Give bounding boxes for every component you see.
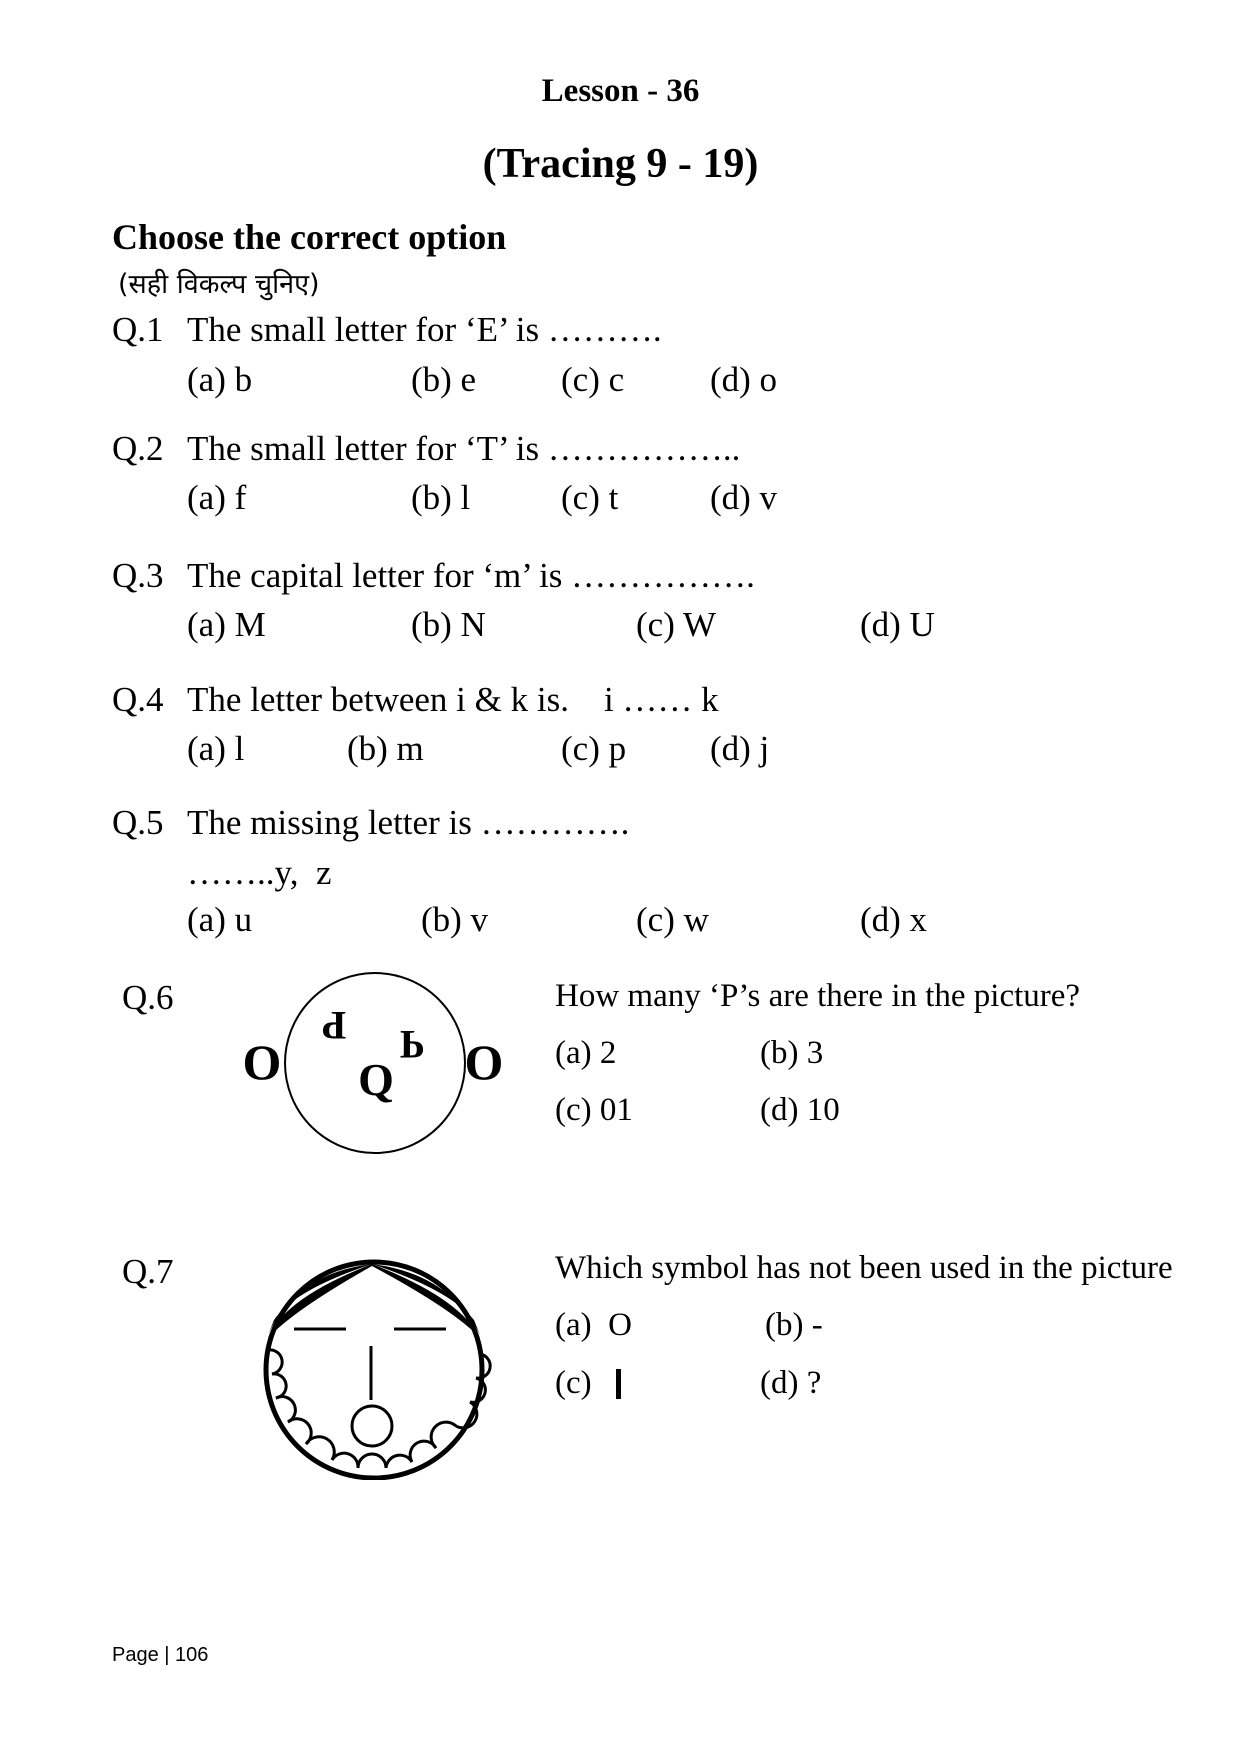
question-5-sequence: ……..y, z — [187, 853, 332, 892]
question-2-option-b[interactable]: (b) l — [411, 478, 471, 517]
question-6-text: How many ‘P’s are there in the picture? — [555, 978, 1081, 1014]
question-3-text: The capital letter for ‘m’ is ……………. — [187, 556, 755, 595]
question-7-option-b[interactable]: (b) - — [765, 1307, 823, 1343]
symbol-face-picture — [254, 1250, 494, 1480]
lesson-title: Lesson - 36 — [541, 73, 700, 109]
question-5-text: The missing letter is …………. — [187, 803, 630, 842]
question-6-option-c[interactable]: (c) 01 — [555, 1092, 633, 1128]
question-3-number: Q.3 — [112, 556, 164, 595]
left-eye-letter: P — [321, 1003, 347, 1048]
question-1-option-b[interactable]: (b) e — [411, 360, 477, 399]
question-5-option-b[interactable]: (b) v — [421, 900, 489, 939]
question-3-option-d[interactable]: (d) U — [860, 605, 935, 644]
question-7-option-d[interactable]: (d) ? — [760, 1365, 822, 1401]
question-4-option-a[interactable]: (a) l — [187, 729, 245, 768]
question-3-option-c[interactable]: (c) W — [636, 605, 716, 644]
question-6-option-a[interactable]: (a) 2 — [555, 1035, 617, 1071]
question-5-option-a[interactable]: (a) u — [187, 900, 253, 939]
instruction-english: Choose the correct option — [112, 217, 507, 257]
question-5-option-d[interactable]: (d) x — [860, 900, 928, 939]
letter-face-picture — [236, 970, 516, 1160]
question-7-option-c[interactable] — [555, 1365, 621, 1402]
question-7-option-a[interactable]: (a) O — [555, 1307, 632, 1343]
instruction-hindi: (सही विकल्प चुनिए) — [118, 269, 320, 300]
question-2-option-d[interactable]: (d) v — [710, 478, 778, 517]
page-number-footer: Page | 106 — [112, 1644, 209, 1666]
hair-fill — [268, 1264, 480, 1338]
question-1-option-a[interactable]: (a) b — [187, 360, 253, 399]
question-5-option-c[interactable]: (c) w — [636, 900, 709, 939]
question-1-number: Q.1 — [112, 310, 164, 349]
mouth-circle — [352, 1406, 392, 1446]
mouth-letter: Q — [358, 1054, 394, 1105]
right-eye-letter: P — [399, 1022, 425, 1067]
question-3-option-b[interactable]: (b) N — [411, 605, 486, 644]
hair-shape — [268, 1264, 480, 1335]
lesson-subtitle: (Tracing 9 - 19) — [482, 141, 759, 187]
question-2-text: The small letter for ‘T’ is …………….. — [187, 429, 741, 468]
question-6-option-d[interactable]: (d) 10 — [760, 1092, 840, 1128]
question-6-number: Q.6 — [122, 978, 174, 1017]
question-2-number: Q.2 — [112, 429, 164, 468]
question-1-option-c[interactable]: (c) c — [561, 360, 625, 399]
question-4-option-b[interactable]: (b) m — [347, 729, 424, 768]
question-3-option-a[interactable]: (a) M — [187, 605, 266, 644]
right-ear-letter: O — [464, 1034, 504, 1090]
question-4-option-c[interactable]: (c) p — [561, 729, 627, 768]
question-4-text: The letter between i & k is. i …… k — [187, 680, 719, 719]
question-4-number: Q.4 — [112, 680, 164, 719]
vertical-bar-icon — [616, 1369, 621, 1399]
left-ear-letter: O — [242, 1034, 282, 1090]
question-1-text: The small letter for ‘E’ is ………. — [187, 310, 662, 349]
question-7-option-c-label: (c) — [555, 1365, 592, 1401]
question-1-option-d[interactable]: (d) o — [710, 360, 778, 399]
question-4-option-d[interactable]: (d) j — [710, 729, 770, 768]
question-2-option-c[interactable]: (c) t — [561, 478, 619, 517]
question-7-text: Which symbol has not been used in the picture — [555, 1250, 1173, 1286]
question-2-option-a[interactable]: (a) f — [187, 478, 247, 517]
question-5-number: Q.5 — [112, 803, 164, 842]
question-7-number: Q.7 — [122, 1252, 174, 1291]
question-6-option-b[interactable]: (b) 3 — [760, 1035, 824, 1071]
